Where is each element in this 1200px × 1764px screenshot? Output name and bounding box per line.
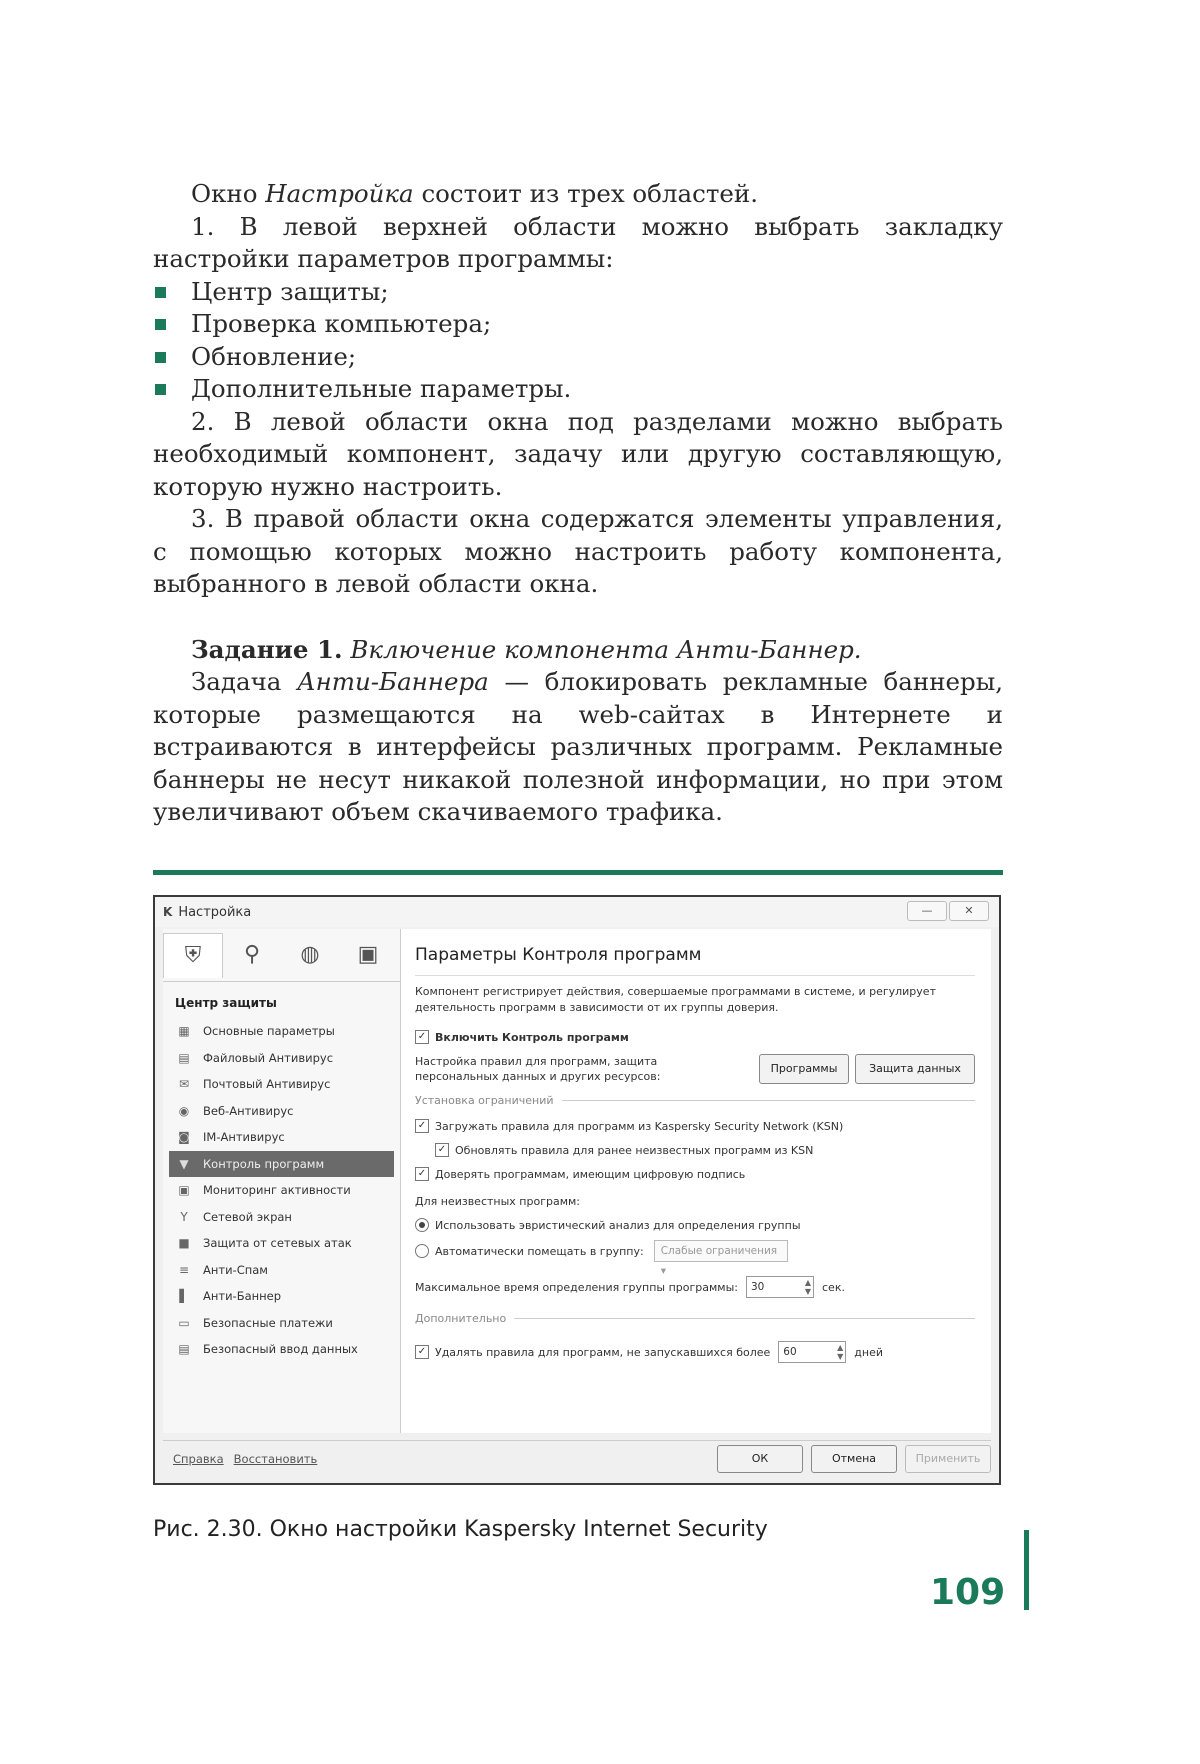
pane-title: Параметры Контроля программ (415, 945, 975, 976)
component-icon: ◉ (178, 1103, 190, 1118)
nav-item[interactable]: ▌ Анти-Баннер (163, 1283, 400, 1310)
enable-row (415, 1030, 975, 1044)
restore-link[interactable]: Восстановить (233, 1452, 318, 1466)
minimize-button[interactable]: — (907, 901, 947, 921)
intro-paragraph-3: 2. В левой области окна под разделами можно выбрать необходимый компонент, задачу или другую составляющую, которую нужно настроить. (153, 406, 1003, 501)
apply-button[interactable]: Применить (905, 1445, 991, 1473)
nav-item[interactable]: ▣ Мониторинг активности (163, 1177, 400, 1204)
load-rules-checkbox[interactable]: ✓ (415, 1119, 429, 1133)
bullet-list (153, 276, 1003, 406)
nav-item[interactable]: ✉ Почтовый Антивирус (163, 1071, 400, 1098)
rules-row (415, 1054, 975, 1084)
kaspersky-logo-icon: K (163, 905, 173, 919)
window-bottom-bar (163, 1440, 991, 1477)
magnifier-icon[interactable]: ⚲ (243, 942, 261, 967)
nav-item[interactable]: ◉ Веб-Антивирус (163, 1098, 400, 1125)
heuristic-row: Использовать эвристический анализ для определения группы (415, 1218, 975, 1232)
shield-icon[interactable]: ⛨ (163, 933, 223, 978)
enable-label: Включить Контроль программ (435, 1030, 629, 1044)
update-rules-row: ✓ Обновлять правила для ранее неизвестных программ из KSN (415, 1143, 975, 1157)
component-icon: ▭ (178, 1315, 190, 1330)
data-protection-button[interactable]: Защита данных (855, 1054, 975, 1084)
delete-days-input[interactable]: 60 ▲ ▼ (778, 1341, 846, 1363)
auto-group-radio[interactable] (415, 1244, 429, 1258)
delete-rules-checkbox[interactable]: ✓ (415, 1345, 429, 1359)
component-icon: Y (180, 1209, 188, 1224)
bullet-item: Дополнительные параметры. (153, 373, 1003, 406)
spinner-icon[interactable]: ▲ ▼ (804, 1278, 811, 1296)
intro-paragraph-1: Окно Настройка состоит из трех областей. (191, 179, 758, 208)
max-time-row: Максимальное время определения группы программы: 30 ▲ ▼ сек. (415, 1278, 845, 1296)
restrictions-group-label: Установка ограничений (415, 1094, 975, 1107)
component-icon: ▣ (178, 1183, 190, 1198)
max-time-input[interactable]: 30 ▲ ▼ (746, 1276, 814, 1298)
trust-signed-row: ✓ Доверять программам, имеющим цифровую подпись (415, 1167, 975, 1181)
page-number: 109 (930, 1572, 1006, 1613)
auto-group-row: Автоматически помещать в группу: Слабые ограничения ▾ (415, 1240, 975, 1262)
component-list (163, 1018, 400, 1363)
nav-item[interactable]: ▤ Безопасный ввод данных (163, 1336, 400, 1363)
close-button[interactable]: ✕ (949, 901, 989, 921)
window-controls (907, 901, 989, 921)
spinner-icon[interactable]: ▲ ▼ (837, 1343, 844, 1361)
window-titlebar (155, 897, 999, 927)
intro-paragraph-4: 3. В правой области окна содержатся элементы управления, с помощью которых можно настроить работу компонента, выбранного в левой области окна. (153, 504, 1003, 598)
rules-text: Настройка правил для программ, защита персональных данных и других ресурсов: (415, 1055, 661, 1083)
intro-paragraph-2: 1. В левой верхней области можно выбрать закладку настройки параметров программы: (153, 211, 1003, 273)
ok-button[interactable]: ОК (717, 1445, 803, 1473)
nav-item[interactable]: ▭ Безопасные платежи (163, 1310, 400, 1337)
window-title: Настройка (178, 904, 252, 920)
right-pane (401, 929, 991, 1433)
component-description: Компонент регистрирует действия, совершаемые программами в системе, и регулирует деятельность программ в зависимости от их группы доверия. (415, 985, 936, 1014)
nav-item[interactable]: Y Сетевой экран (163, 1204, 400, 1231)
component-icon: ▤ (178, 1342, 190, 1357)
load-rules-row: ✓ Загружать правила для программ из Kaspersky Security Network (KSN) (415, 1119, 975, 1133)
component-icon: ▦ (178, 1024, 190, 1039)
component-icon: ■ (178, 1236, 190, 1251)
settings-tabs (163, 929, 400, 982)
nav-item-selected[interactable]: ▼ Контроль программ (169, 1151, 394, 1178)
bullet-item: Обновление; (153, 341, 1003, 374)
nav-item[interactable]: ◙ IM-Антивирус (163, 1124, 400, 1151)
task-heading: Задание 1. Включение компонента Анти-Баннер. (191, 634, 862, 664)
cancel-button[interactable]: Отмена (811, 1445, 897, 1473)
globe-icon[interactable]: ◍ (300, 942, 320, 967)
enable-checkbox[interactable]: ✓ (415, 1030, 429, 1044)
nav-item[interactable]: ▤ Файловый Антивирус (163, 1045, 400, 1072)
body-text (153, 178, 1003, 829)
bullet-item: Проверка компьютера; (153, 308, 1003, 341)
update-rules-checkbox[interactable]: ✓ (435, 1143, 449, 1157)
briefcase-icon[interactable]: ▣ (357, 942, 379, 967)
nav-item[interactable]: ≡ Анти-Спам (163, 1257, 400, 1284)
figure-caption: Рис. 2.30. Окно настройки Kaspersky Internet Security (153, 1517, 768, 1542)
page-number-bar (1024, 1530, 1029, 1610)
component-icon: ▌ (179, 1289, 189, 1304)
nav-item[interactable]: ▦ Основные параметры (163, 1018, 400, 1045)
settings-window-screenshot (153, 895, 1001, 1485)
component-icon: ≡ (178, 1262, 190, 1277)
component-icon: ✉ (178, 1077, 190, 1092)
section-title: Центр защиты (175, 996, 277, 1010)
heuristic-radio[interactable] (415, 1218, 429, 1232)
section-divider (153, 870, 1003, 875)
task-paragraph: Задача Анти-Баннера — блокировать рекламные баннеры, которые размещаются на web-сайтах в Интернете и встраиваются в интерфейсы различных программ. Рекламные баннеры не несут никакой полезной информации, но при этом увеличивают объем скачиваемого трафика. (153, 667, 1004, 826)
help-link[interactable]: Справка (173, 1452, 224, 1466)
nav-item[interactable]: ■ Защита от сетевых атак (163, 1230, 400, 1257)
component-icon: ◙ (178, 1130, 190, 1145)
programs-button[interactable]: Программы (759, 1054, 849, 1084)
bullet-item: Центр защиты; (153, 276, 1003, 309)
additional-group-label: Дополнительно (415, 1312, 975, 1325)
unknown-programs-label: Для неизвестных программ: (415, 1195, 580, 1208)
delete-rules-row: ✓ Удалять правила для программ, не запускавшихся более 60 ▲ ▼ дней (415, 1341, 975, 1363)
component-icon: ▼ (179, 1156, 189, 1171)
trust-signed-checkbox[interactable]: ✓ (415, 1167, 429, 1181)
group-select[interactable]: Слабые ограничения ▾ (654, 1240, 788, 1262)
component-icon: ▤ (178, 1050, 190, 1065)
left-pane (163, 929, 401, 1433)
